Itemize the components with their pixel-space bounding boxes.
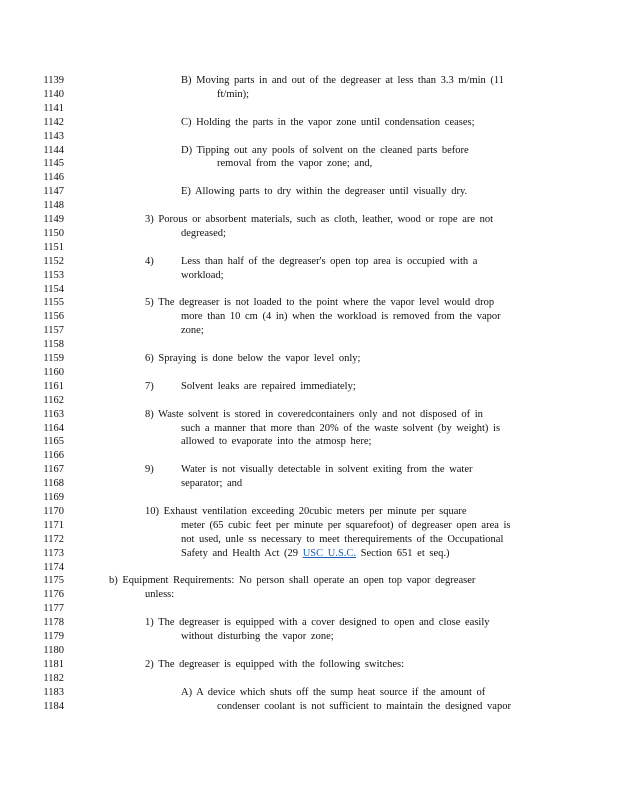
usc-citation-link[interactable]: USC U.S.C. — [302, 547, 357, 559]
text-line: allowed to evaporate into the atmosp here; — [181, 436, 372, 448]
text-line: without disturbing the vapor zone; — [181, 631, 334, 642]
line-number: 1174 — [43, 561, 64, 573]
text-line: b) Equipment Requirements: No person shall operate an open top vapor degreaser — [109, 575, 476, 587]
line-number: 1140 — [43, 88, 64, 100]
line-number: 1166 — [43, 450, 64, 462]
line-number: 1142 — [43, 116, 64, 128]
text-line: 8) Waste solvent is stored in coveredcontainers only and not disposed of in — [145, 408, 483, 420]
line-number: 1151 — [43, 241, 64, 253]
line-number: 1147 — [43, 186, 64, 198]
line-number: 1141 — [43, 102, 64, 114]
text-line: A) A device which shuts off the sump heat source if the amount of — [181, 686, 486, 698]
text-line: 6) Spraying is done below the vapor level only; — [145, 353, 361, 364]
line-number: 1145 — [43, 158, 64, 170]
line-number: 1159 — [43, 353, 64, 364]
text-segment: Safety and Health Act (29 — [181, 547, 303, 559]
text-line: meter (65 cubic feet per minute per squarefoot) of degreaser open area is — [181, 519, 511, 531]
line-number: 1171 — [43, 519, 64, 531]
text-line: condenser coolant is not sufficient to maintain the designed vapor — [217, 700, 511, 712]
line-number: 1139 — [43, 75, 64, 86]
line-number: 1172 — [43, 533, 64, 545]
line-number: 1173 — [43, 547, 64, 559]
line-number: 1165 — [43, 436, 64, 448]
text-line: Less than half of the degreaser's open top area is occupied with a — [181, 255, 478, 267]
line-number: 1183 — [43, 686, 64, 698]
line-number: 1180 — [43, 644, 64, 656]
line-number: 1177 — [43, 603, 64, 615]
text-line: Water is not visually detectable in solvent exiting from the water — [181, 464, 473, 476]
line-number: 1155 — [43, 297, 64, 309]
text-line: not used, unle ss necessary to meet therequirements of the Occupational — [181, 533, 504, 545]
text-line: unless: — [145, 589, 175, 601]
line-number: 1168 — [43, 478, 64, 490]
line-number: 1176 — [43, 589, 64, 601]
line-number: 1144 — [43, 144, 64, 156]
text-line: separator; and — [181, 478, 243, 490]
list-marker: 4) — [145, 255, 154, 267]
line-number: 1167 — [43, 464, 64, 476]
text-line: D) Tipping out any pools of solvent on the cleaned parts before — [181, 144, 469, 156]
text-line: zone; — [181, 325, 204, 337]
line-number: 1158 — [43, 339, 64, 351]
text-line: 1) The degreaser is equipped with a cover designed to open and close easily — [145, 617, 490, 629]
text-line: B) Moving parts in and out of the degreaser at less than 3.3 m/min (11 — [181, 75, 505, 86]
line-number: 1152 — [43, 255, 64, 267]
line-number: 1154 — [43, 283, 64, 295]
line-number: 1153 — [43, 269, 64, 281]
line-number: 1160 — [43, 366, 64, 378]
text-line: 10) Exhaust ventilation exceeding 20cubic meters per minute per square — [145, 505, 467, 517]
text-line: removal from the vapor zone; and, — [217, 158, 373, 170]
line-number: 1143 — [43, 130, 64, 142]
line-number: 1184 — [43, 700, 64, 712]
text-segment: Section 651 et seq.) — [356, 547, 450, 559]
text-line: 2) The degreaser is equipped with the following switches: — [145, 658, 404, 670]
line-number: 1157 — [43, 325, 64, 337]
text-line-with-link — [181, 547, 450, 561]
text-line: E) Allowing parts to dry within the degreaser until visually dry. — [181, 186, 468, 198]
line-number: 1163 — [43, 408, 64, 420]
line-number: 1175 — [43, 575, 64, 587]
line-number: 1181 — [43, 658, 64, 670]
line-number: 1169 — [43, 492, 64, 503]
line-number: 1164 — [43, 422, 64, 434]
text-line: C) Holding the parts in the vapor zone until condensation ceases; — [181, 116, 475, 128]
list-marker: 7) — [145, 380, 154, 392]
text-line: 5) The degreaser is not loaded to the point where the vapor level would drop — [145, 297, 495, 309]
line-number: 1170 — [43, 505, 64, 517]
text-line: ft/min); — [217, 88, 250, 100]
line-number: 1161 — [43, 380, 64, 392]
line-number: 1182 — [43, 672, 64, 684]
line-number: 1179 — [43, 631, 64, 642]
text-line: more than 10 cm (4 in) when the workload is removed from the vapor — [181, 311, 501, 323]
text-line: degreased; — [181, 227, 226, 239]
text-line: Solvent leaks are repaired immediately; — [181, 380, 356, 392]
line-number: 1150 — [43, 227, 64, 239]
text-line: such a manner that more than 20% of the waste solvent (by weight) is — [181, 422, 501, 434]
line-number: 1148 — [43, 200, 64, 212]
line-number: 1149 — [43, 214, 64, 225]
line-number: 1146 — [43, 172, 64, 184]
line-number: 1156 — [43, 311, 64, 323]
list-marker: 9) — [145, 464, 154, 476]
text-line: workload; — [181, 269, 224, 281]
line-number: 1178 — [43, 617, 64, 629]
line-number: 1162 — [43, 394, 64, 406]
text-line: 3) Porous or absorbent materials, such as cloth, leather, wood or rope are not — [145, 214, 494, 225]
